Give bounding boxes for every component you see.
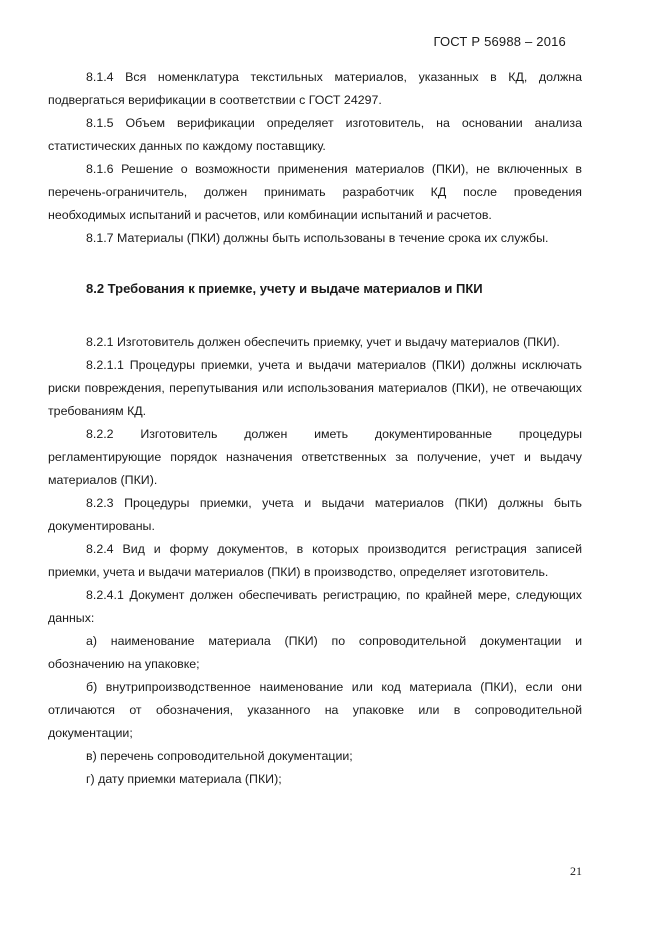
- paragraph-8-2-4: 8.2.4 Вид и форму документов, в которых производится регистрация записей приемки, учета и выдачи материалов (ПКИ) в производство, определяет изготовитель.: [48, 542, 582, 579]
- paragraph-8-1-5: 8.1.5 Объем верификации определяет изготовитель, на основании анализа статистических данных по каждому поставщику.: [48, 116, 582, 153]
- list-item-a: а) наименование материала (ПКИ) по сопроводительной документации и обозначению на упаковке;: [48, 634, 582, 671]
- list-item-b: б) внутрипроизводственное наименование или код материала (ПКИ), если они отличаются от обозначения, указанного на упаковке или в сопроводительной документации;: [48, 680, 582, 740]
- paragraph-8-1-4: 8.1.4 Вся номенклатура текстильных материалов, указанных в КД, должна подвергаться верификации в соответствии с ГОСТ 24297.: [48, 70, 582, 107]
- paragraph-8-1-7: 8.1.7 Материалы (ПКИ) должны быть использованы в течение срока их службы.: [86, 231, 549, 245]
- page-number: 21: [570, 864, 582, 878]
- paragraph-8-1-6: 8.1.6 Решение о возможности применения материалов (ПКИ), не включенных в перечень-ограничитель, должен принимать разработчик КД после проведения необходимых испытаний и расчетов, или комбинации испытаний и расчетов.: [48, 162, 582, 222]
- list-item-v: в) перечень сопроводительной документации;: [86, 749, 353, 763]
- section-heading-8-2: 8.2 Требования к приемке, учету и выдаче материалов и ПКИ: [86, 281, 483, 296]
- paragraph-8-2-1: 8.2.1 Изготовитель должен обеспечить приемку, учет и выдачу материалов (ПКИ).: [86, 335, 560, 349]
- page-header-standard: ГОСТ Р 56988 – 2016: [433, 34, 566, 49]
- paragraph-8-2-4-1: 8.2.4.1 Документ должен обеспечивать регистрацию, по крайней мере, следующих данных:: [48, 588, 582, 625]
- paragraph-8-2-1-1: 8.2.1.1 Процедуры приемки, учета и выдачи материалов (ПКИ) должны исключать риски повреждения, перепутывания или использования материалов (ПКИ), не отвечающих требованиям КД.: [48, 358, 582, 418]
- paragraph-8-2-2: 8.2.2 Изготовитель должен иметь документированные процедуры регламентирующие порядок назначения ответственных за получение, учет и выдачу материалов (ПКИ).: [48, 427, 582, 487]
- list-item-g: г) дату приемки материала (ПКИ);: [86, 772, 282, 786]
- document-body: [48, 66, 582, 791]
- paragraph-8-2-3: 8.2.3 Процедуры приемки, учета и выдачи материалов (ПКИ) должны быть документированы.: [48, 496, 582, 533]
